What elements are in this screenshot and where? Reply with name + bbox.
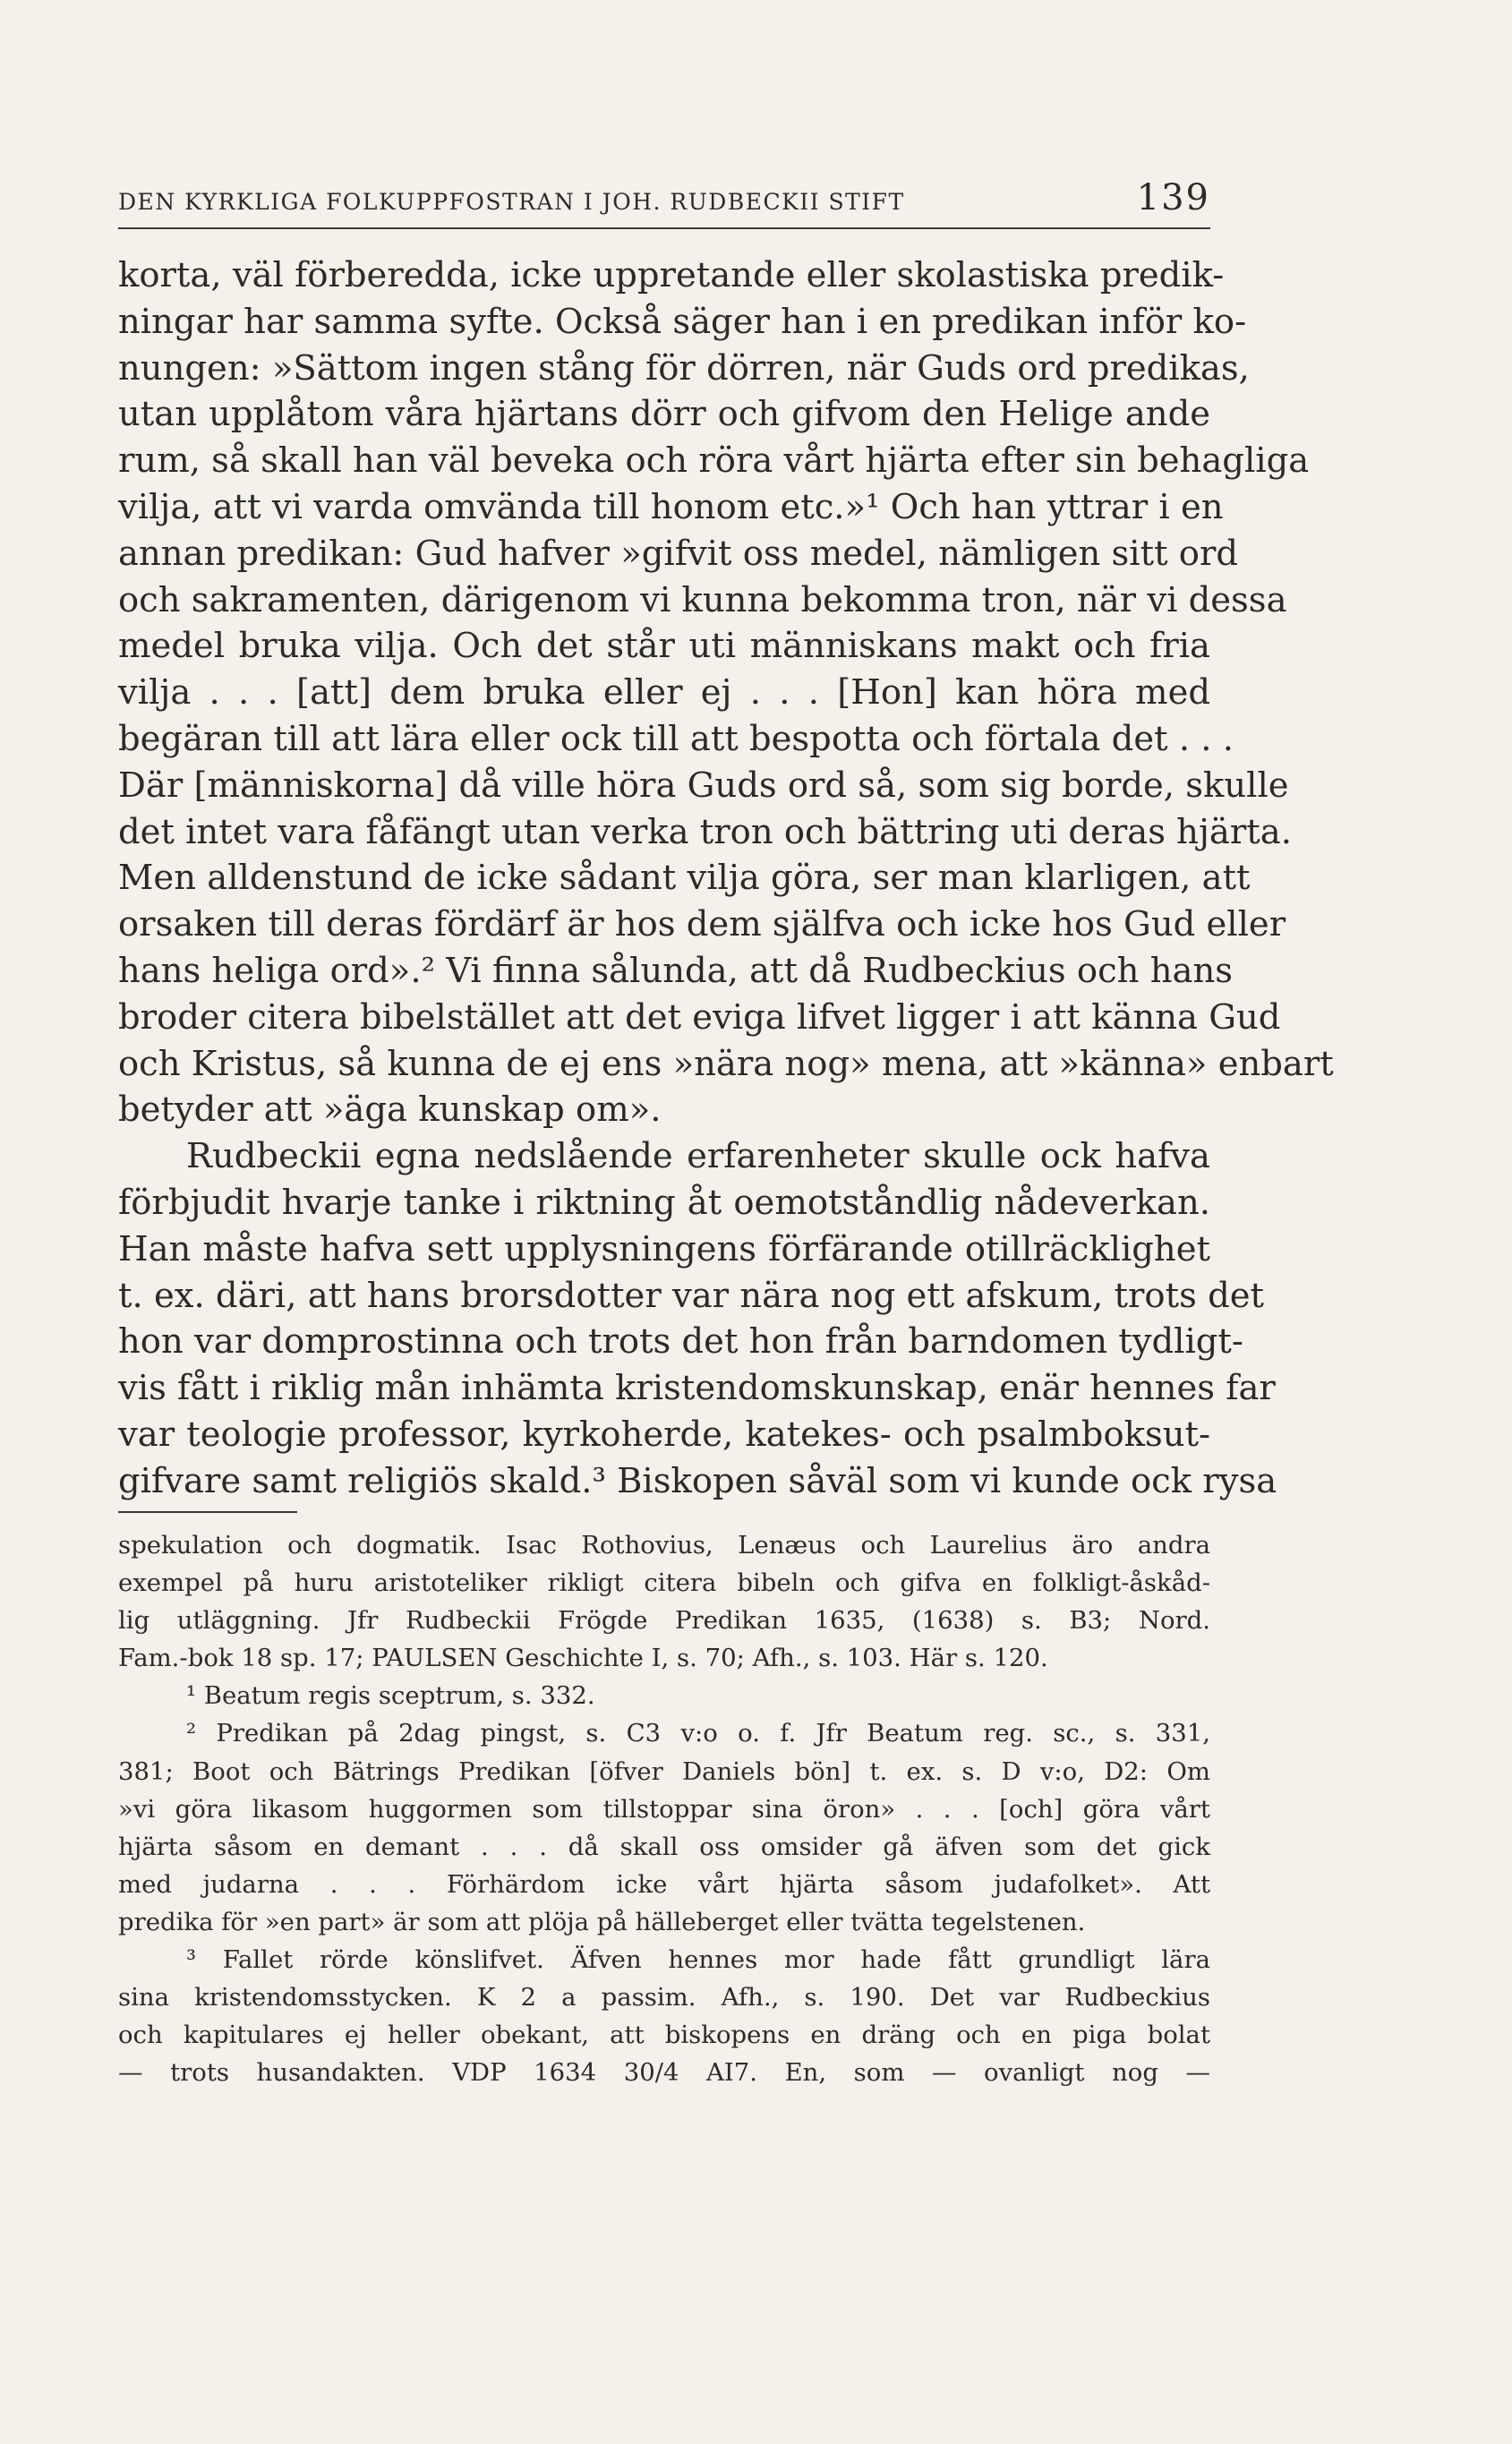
text-line: och Kristus, så kunna de ej ens »nära nog» mena, att »känna» enbart — [118, 1043, 1334, 1084]
text-line: och sakramenten, därigenom vi kunna bekomma tron, när vi dessa — [118, 579, 1287, 620]
text-line: annan predikan: Gud hafver »gifvit oss medel, nämligen sitt ord — [118, 533, 1239, 574]
footnote-line: lig utläggning. Jfr Rudbeckii Frögde Predikan 1635, (1638) s. B3; Nord. — [118, 1606, 1210, 1636]
footnote-line: och kapitulares ej heller obekant, att biskopens en dräng och en piga bolat — [118, 2021, 1210, 2050]
footnotes — [118, 1526, 1210, 2091]
text-line: ningar har samma syfte. Också säger han i en predikan inför ko- — [118, 301, 1247, 342]
text-line: hon var domprostinna och trots det hon från barndomen tydligt- — [118, 1321, 1243, 1363]
footnote-line: med judarna . . . Förhärdom icke vårt hjärta såsom judafolket». Att — [118, 1869, 1210, 1899]
text-line: utan upplåtom våra hjärtans dörr och gifvom den Helige ande — [118, 394, 1210, 435]
text-line: det intet vara fåfängt utan verka tron och bättring uti deras hjärta. — [118, 811, 1292, 852]
footnote-divider — [118, 1511, 297, 1513]
footnote-line: — trots husandakten. VDP 1634 30/4 AI7. En, som — ovanligt nog — — [118, 2058, 1210, 2088]
running-header — [118, 177, 1210, 229]
footnote-line: ¹ Beatum regis sceptrum, s. 332. — [186, 1681, 595, 1711]
footnote-line: ³ Fallet rörde könslifvet. Äfven hennes mor hade fått grundligt lära — [186, 1945, 1210, 1975]
footnote-line: Fam.-bok 18 sp. 17; PAULSEN Geschichte I, s. 70; Afh., s. 103. Här s. 120. — [118, 1644, 1048, 1673]
footnote-line: 381; Boot och Bätrings Predikan [öfver Daniels bön] t. ex. s. D v:o, D2: Om — [118, 1756, 1210, 1786]
page-number: 139 — [1136, 177, 1210, 218]
text-line: vilja, att vi varda omvända till honom etc.»¹ Och han yttrar i en — [118, 486, 1224, 527]
text-line: vis fått i riklig mån inhämta kristendomskunskap, enär hennes far — [118, 1368, 1276, 1409]
footnote-line: predika för »en part» är som att plöja på hälleberget eller tvätta tegelstenen. — [118, 1907, 1086, 1936]
text-line: rum, så skall han väl beveka och röra vårt hjärta efter sin behagliga — [118, 440, 1310, 482]
text-line: broder citera bibelstället att det eviga lifvet ligger i att känna Gud — [118, 996, 1281, 1038]
text-line: korta, väl förberedda, icke uppretande eller skolastiska predik- — [118, 255, 1225, 295]
text-line: gifvare samt religiös skald.³ Biskopen såväl som vi kunde ock rysa — [118, 1460, 1277, 1501]
footnote-line: »vi göra likasom huggormen som tillstoppar sina öron» . . . [och] göra vårt — [118, 1794, 1210, 1824]
text-line: begäran till att lära eller ock till att bespotta och förtala det . . . — [118, 718, 1234, 759]
text-line: Han måste hafva sett upplysningens förfärande otillräcklighet — [118, 1228, 1210, 1269]
text-line: hans heliga ord».² Vi finna sålunda, att då Rudbeckius och hans — [118, 950, 1234, 991]
text-line: förbjudit hvarje tanke i riktning åt oemotståndlig nådeverkan. — [118, 1182, 1210, 1223]
text-line: Men alldenstund de icke sådant vilja göra, ser man klarligen, att — [118, 858, 1251, 899]
running-title: DEN KYRKLIGA FOLKUPPFOSTRAN I JOH. RUDBECKII STIFT — [118, 189, 905, 215]
footnote-line: hjärta såsom en demant . . . då skall oss omsider gå äfven som det gick — [118, 1832, 1210, 1861]
footnote-line: sina kristendomsstycken. K 2 a passim. Afh., s. 190. Det var Rudbeckius — [118, 1983, 1210, 2012]
text-line: betyder att »äga kunskap om». — [118, 1090, 662, 1131]
footnote-line: spekulation och dogmatik. Isac Rothovius, Lenæus och Laurelius äro andra — [118, 1531, 1210, 1560]
text-line: Där [människorna] då ville höra Guds ord så, som sig borde, skulle — [118, 765, 1289, 806]
text-line: vilja . . . [att] dem bruka eller ej . . . [Hon] kan höra med — [118, 672, 1210, 714]
footnote-line: ² Predikan på 2dag pingst, s. C3 v:o o. f. Jfr Beatum reg. sc., s. 331, — [186, 1719, 1210, 1748]
text-line: nungen: »Sättom ingen stång för dörren, när Guds ord predikas, — [118, 347, 1250, 389]
text-line: var teologie professor, kyrkoherde, katekes- och psalmboksut- — [118, 1414, 1210, 1455]
text-line: orsaken till deras fördärf är hos dem själfva och icke hos Gud eller — [118, 904, 1286, 945]
main-text — [118, 252, 1334, 1505]
text-line: Rudbeckii egna nedslående erfarenheter skulle ock hafva — [186, 1136, 1210, 1177]
text-line: t. ex. däri, att hans brorsdotter var nära nog ett afskum, trots det — [118, 1275, 1264, 1316]
footnote-line: exempel på huru aristoteliker rikligt citera bibeln och gifva en folkligt-åskåd- — [118, 1568, 1210, 1598]
text-line: medel bruka vilja. Och det står uti människans makt och fria — [118, 626, 1210, 667]
